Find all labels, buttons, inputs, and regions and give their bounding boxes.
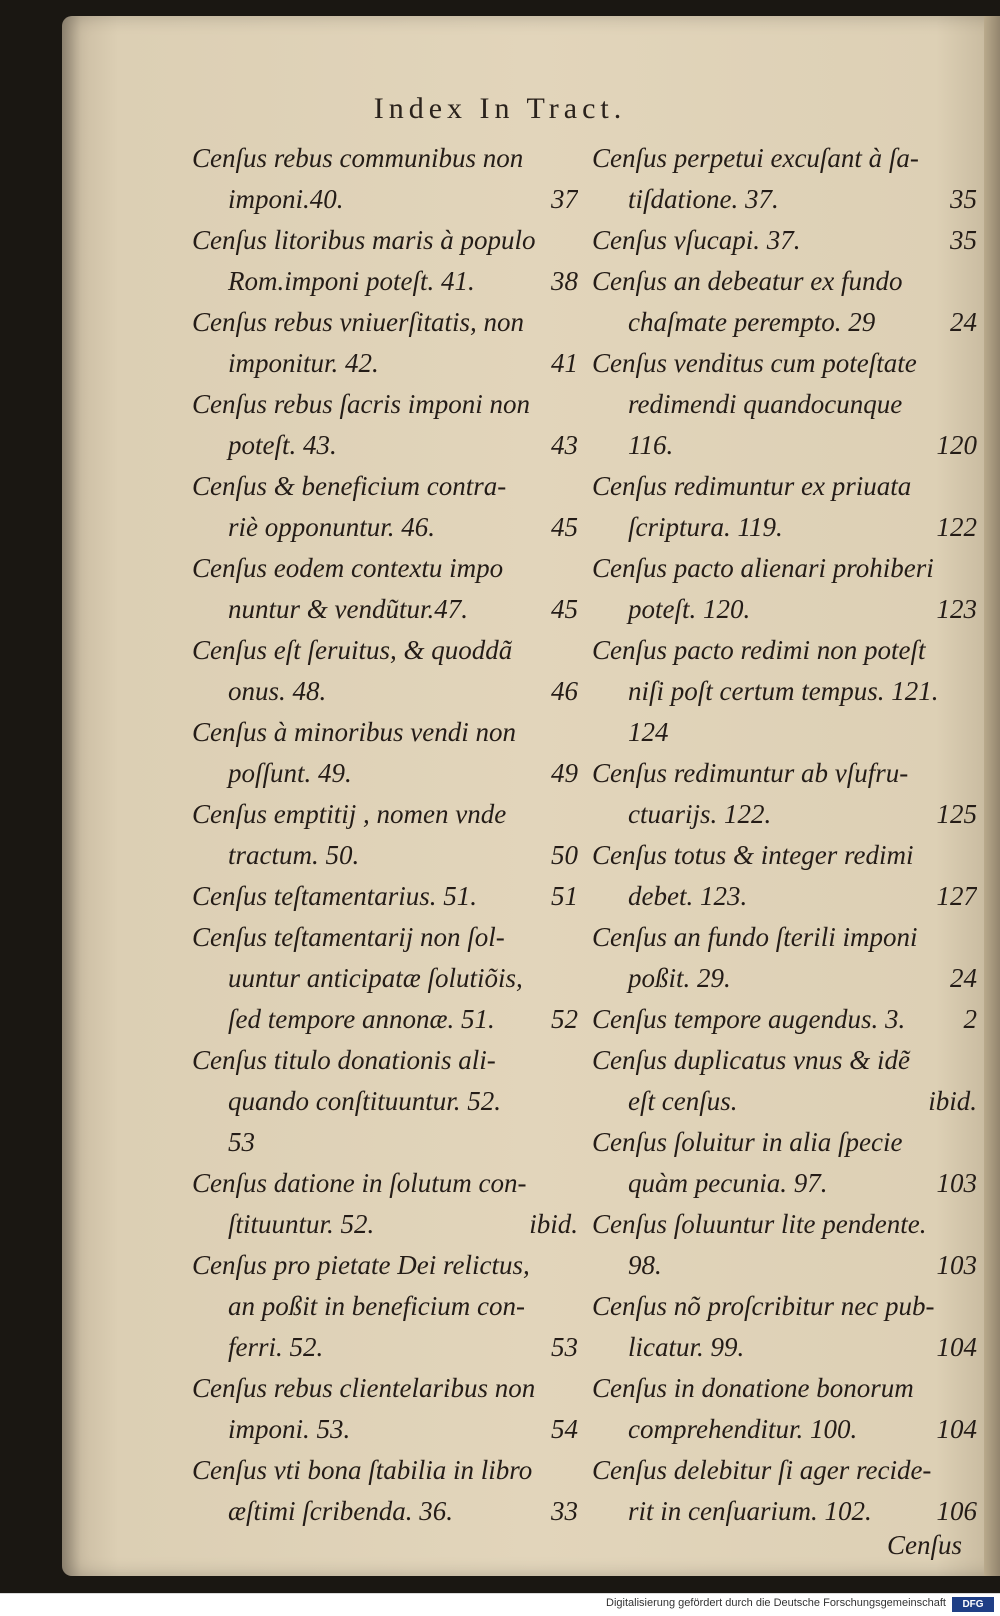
index-entry (592, 1286, 977, 1368)
entry-line: Cenſus à minoribus vendi non (192, 717, 516, 747)
page-reference: 106 (936, 1496, 977, 1526)
index-entry (592, 753, 977, 835)
entry-line: Cenſus eodem contextu impo (192, 553, 504, 583)
index-entry (192, 302, 578, 384)
entry-text: tiſdatione. 37. (628, 184, 779, 214)
index-entry (592, 630, 977, 753)
page-reference: ibid. (928, 1086, 977, 1116)
entry-line: Cenſus pacto alienari prohiberi (592, 553, 934, 583)
entry-text: Cenſus tempore augendus. 3. (592, 1004, 906, 1034)
entry-text: riè opponuntur. 46. (228, 512, 436, 542)
index-entry (592, 835, 977, 917)
index-entry (592, 1204, 977, 1286)
entry-line: Cenſus redimuntur ab vſufru- (592, 758, 909, 788)
entry-line: Cenſus rebus clientelaribus non (192, 1373, 536, 1403)
index-entry (192, 630, 578, 712)
entry-line: redimendi quandocunque (628, 389, 903, 419)
entry-text: poßit. 29. (628, 963, 731, 993)
page-reference: 24 (950, 963, 977, 993)
entry-line (592, 220, 977, 261)
index-entry (192, 794, 578, 876)
entry-text: debet. 123. (628, 881, 748, 911)
entry-line: uuntur anticipatæ ſolutiõis, (228, 963, 523, 993)
index-entry (592, 999, 977, 1040)
page-reference: 38 (551, 266, 578, 296)
page-reference: 37 (551, 184, 578, 214)
entry-line: Cenſus teſtamentarij non ſol- (192, 922, 505, 952)
index-entry (192, 1368, 578, 1450)
index-entry (592, 917, 977, 999)
index-entry (192, 876, 578, 917)
entry-line: niſi poſt certum tempus. 121. (628, 676, 939, 706)
dfg-logo-icon: DFG (952, 1597, 994, 1612)
index-entry (192, 138, 578, 220)
entry-line (192, 1409, 578, 1450)
page-reference: 2 (963, 1004, 977, 1034)
page-reference: 104 (936, 1332, 977, 1362)
page-reference: 120 (936, 430, 977, 460)
entry-line (192, 1491, 578, 1532)
footer-bar (0, 1593, 1000, 1616)
entry-line (192, 835, 578, 876)
page-reference: 49 (551, 758, 578, 788)
entry-line: Cenſus ſoluuntur lite pendente. (592, 1209, 927, 1239)
entry-text: rit in cenſuarium. 102. (628, 1496, 872, 1526)
entry-text: imponi. 53. (228, 1414, 351, 1444)
index-entry (192, 220, 578, 302)
entry-line: Cenſus & beneficium contra- (192, 471, 507, 501)
page-reference: 41 (551, 348, 578, 378)
entry-line: Cenſus eſt ſeruitus, & quoddã (192, 635, 513, 665)
entry-line (592, 1409, 977, 1450)
entry-text: poſſunt. 49. (228, 758, 352, 788)
page-edge (984, 16, 1000, 1576)
entry-text: Cenſus teſtamentarius. 51. (192, 881, 477, 911)
entry-line (192, 507, 578, 548)
page-reference: 50 (551, 840, 578, 870)
entry-text: ſed tempore annonæ. 51. (228, 1004, 495, 1034)
entry-line: Cenſus rebus ſacris imponi non (192, 389, 531, 419)
entry-text: nuntur & vendũtur.47. (228, 594, 468, 624)
entry-line (192, 425, 578, 466)
entry-line (592, 958, 977, 999)
entry-line (592, 1081, 977, 1122)
page-reference: 54 (551, 1414, 578, 1444)
entry-line (192, 671, 578, 712)
entry-text: tractum. 50. (228, 840, 360, 870)
index-entry (192, 1040, 578, 1163)
entry-text: ſtituuntur. 52. (228, 1209, 375, 1239)
index-column-right (592, 138, 977, 1532)
entry-text: Rom.imponi poteſt. 41. (228, 266, 475, 296)
entry-line (192, 999, 578, 1040)
index-entry (192, 466, 578, 548)
index-column-left (192, 138, 578, 1532)
page-reference: 43 (551, 430, 578, 460)
entry-line (592, 507, 977, 548)
entry-line (592, 794, 977, 835)
page-reference: 35 (950, 184, 977, 214)
entry-line: an poßit in beneficium con- (228, 1291, 525, 1321)
entry-line: 53 (228, 1127, 255, 1157)
page-reference: 35 (950, 225, 977, 255)
entry-text: ferri. 52. (228, 1332, 324, 1362)
entry-line: Cenſus delebitur ſi ager recide- (592, 1455, 932, 1485)
entry-text: 98. (628, 1250, 662, 1280)
page-reference: ibid. (529, 1209, 578, 1239)
entry-line: Cenſus titulo donationis ali- (192, 1045, 496, 1075)
entry-line: Cenſus ſoluitur in alia ſpecie (592, 1127, 903, 1157)
entry-line: Cenſus an fundo ſterili imponi (592, 922, 918, 952)
page-reference: 33 (551, 1496, 578, 1526)
entry-line: Cenſus duplicatus vnus & idẽ (592, 1045, 910, 1075)
entry-line (592, 1327, 977, 1368)
entry-line (192, 1204, 578, 1245)
entry-line: Cenſus pro pietate Dei relictus, (192, 1250, 530, 1280)
entry-text: imponitur. 42. (228, 348, 379, 378)
entry-line (592, 876, 977, 917)
entry-text: ſcriptura. 119. (628, 512, 783, 542)
entry-line (592, 179, 977, 220)
index-entry (592, 1040, 977, 1122)
page-reference: 45 (551, 594, 578, 624)
entry-text: eſt cenſus. (628, 1086, 738, 1116)
index-entry (592, 548, 977, 630)
page-reference: 53 (551, 1332, 578, 1362)
entry-text: imponi.40. (228, 184, 344, 214)
index-entry (192, 1163, 578, 1245)
entry-line: Cenſus venditus cum poteſtate (592, 348, 917, 378)
entry-text: chaſmate perempto. 29 (628, 307, 876, 337)
entry-line (192, 876, 578, 917)
entry-line: Cenſus datione in ſolutum con- (192, 1168, 527, 1198)
entry-text: poteſt. 120. (628, 594, 751, 624)
entry-line: Cenſus litoribus maris à populo (192, 225, 536, 255)
page-reference: 125 (936, 799, 977, 829)
page-reference: 52 (551, 1004, 578, 1034)
page-reference: 103 (936, 1168, 977, 1198)
index-entry (192, 1450, 578, 1532)
index-entry (192, 712, 578, 794)
entry-line (592, 589, 977, 630)
running-header: Index In Tract. (373, 92, 627, 125)
index-entry (592, 1368, 977, 1450)
entry-line (192, 179, 578, 220)
footer-credit: Digitalisierung gefördert durch die Deutsche Forschungsgemeinschaft (606, 1597, 946, 1609)
page-reference: 127 (936, 881, 977, 911)
entry-line: Cenſus rebus communibus non (192, 143, 524, 173)
index-entry (592, 466, 977, 548)
page-reference: 122 (936, 512, 977, 542)
entry-line: Cenſus emptitij , nomen vnde (192, 799, 507, 829)
entry-line: Cenſus an debeatur ex fundo (592, 266, 903, 296)
entry-line (592, 1491, 977, 1532)
entry-line (192, 261, 578, 302)
entry-line (192, 1327, 578, 1368)
index-entry (192, 384, 578, 466)
index-entry (192, 917, 578, 1040)
page-reference: 45 (551, 512, 578, 542)
entry-text: poteſt. 43. (228, 430, 337, 460)
entry-line: Cenſus in donatione bonorum (592, 1373, 914, 1403)
entry-text: comprehenditur. 100. (628, 1414, 858, 1444)
entry-line: Cenſus vti bona ſtabilia in libro (192, 1455, 533, 1485)
entry-text: ctuarijs. 122. (628, 799, 772, 829)
entry-line (192, 753, 578, 794)
page-reference: 51 (551, 881, 578, 911)
entry-line (592, 999, 977, 1040)
entry-line (192, 589, 578, 630)
entry-line: Cenſus totus & integer redimi (592, 840, 914, 870)
entry-text: 116. (628, 430, 674, 460)
index-entry (592, 261, 977, 343)
entry-line: Cenſus redimuntur ex priuata (592, 471, 912, 501)
entry-line: quando conſtituuntur. 52. (228, 1086, 502, 1116)
entry-text: æſtimi ſcribenda. 36. (228, 1496, 453, 1526)
entry-line (592, 1163, 977, 1204)
entry-line (592, 302, 977, 343)
index-entry (192, 1245, 578, 1368)
entry-line: Cenſus rebus vniuerſitatis, non (192, 307, 524, 337)
catchword: Cenſus (886, 1530, 962, 1560)
entry-line: Cenſus pacto redimi non poteſt (592, 635, 926, 665)
page-reference: 123 (936, 594, 977, 624)
entry-line (592, 1245, 977, 1286)
index-entry (592, 220, 977, 261)
entry-line (192, 343, 578, 384)
index-entry (192, 548, 578, 630)
entry-text: Cenſus vſucapi. 37. (592, 225, 801, 255)
entry-line (592, 425, 977, 466)
entry-text: licatur. 99. (628, 1332, 745, 1362)
page-reference: 104 (936, 1414, 977, 1444)
entry-text: quàm pecunia. 97. (628, 1168, 828, 1198)
entry-text: onus. 48. (228, 676, 327, 706)
entry-line: Cenſus nõ proſcribitur nec pub- (592, 1291, 935, 1321)
index-entry (592, 1450, 977, 1532)
page-reference: 46 (551, 676, 578, 706)
page-reference: 24 (950, 307, 977, 337)
index-entry (592, 138, 977, 220)
page-reference: 103 (936, 1250, 977, 1280)
index-entry (592, 1122, 977, 1204)
entry-line: 124 (628, 717, 669, 747)
entry-line: Cenſus perpetui excuſant à ſa- (592, 143, 919, 173)
index-entry (592, 343, 977, 466)
